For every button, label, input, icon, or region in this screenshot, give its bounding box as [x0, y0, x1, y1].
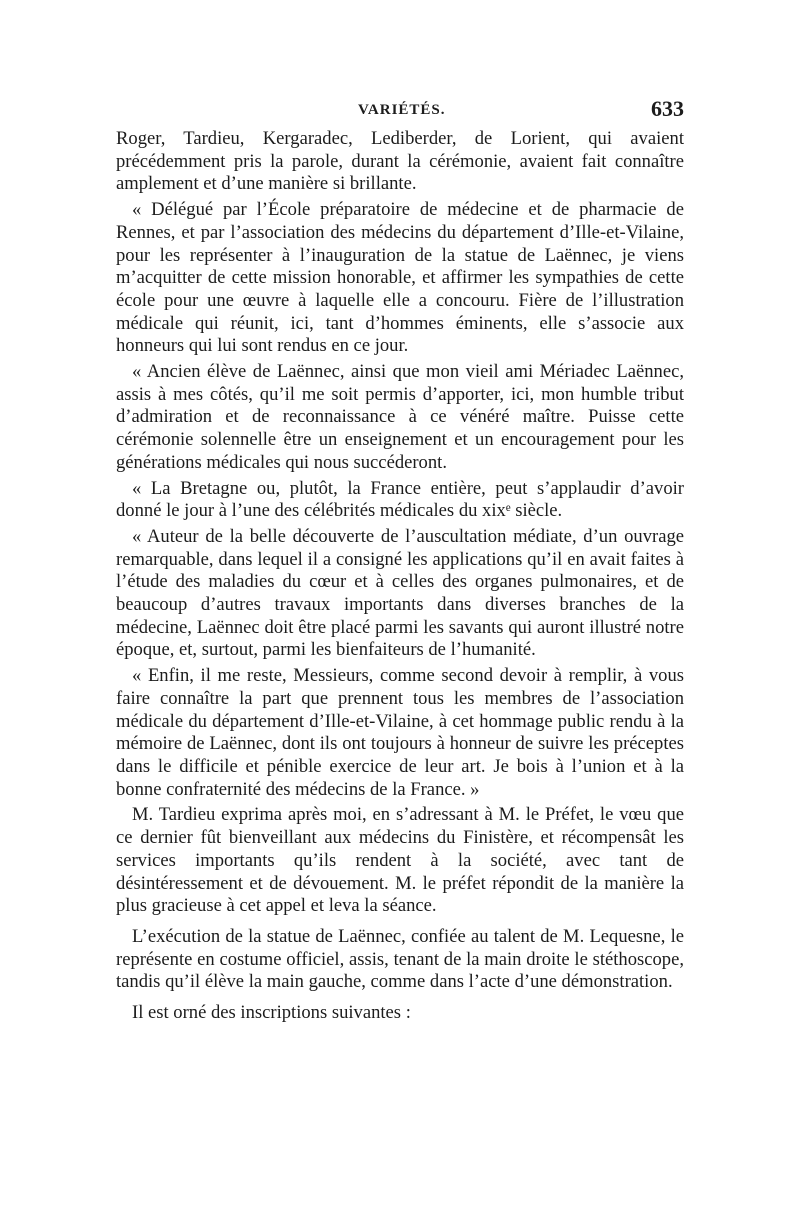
running-head: VARIÉTÉS.: [358, 102, 446, 118]
paragraph-speech-former-student: « Ancien élève de Laënnec, ainsi que mon vieil ami Mériadec Laënnec, assis à mes côtés, qu’il me soit permis d’apporter, ici, mon humble tribut d’admiration et de reconnaissance à ce vénéré maître. Puisse cette cérémonie solennelle être un enseignement et un encouragement pour les générations médicales qui nous succéderont.: [116, 361, 684, 473]
paragraph-speech-auscultation: « Auteur de la belle découverte de l’auscultation médiate, d’un ouvrage remarquable, dans lequel il a consigné les applications qu’il en avait faites à l’étude des maladies du cœur et à celles des organes pulmonaires, et de beaucoup d’autres travaux importants dans diverses branches de la médecine, Laënnec doit être placé parmi les savants qui auront illustré notre époque, et, surtout, parmi les bienfaiteurs de l’humanité.: [116, 525, 684, 661]
page-header: [116, 96, 684, 126]
body-text: [116, 128, 684, 1028]
paragraph-inscriptions: Il est orné des inscriptions suivantes :: [132, 1002, 411, 1024]
paragraph-continuation: Roger, Tardieu, Kergaradec, Lediberder, de Lorient, qui avaient précédemment pris la parole, durant la cérémonie, avaient fait connaître amplement et d’une manière si brillante.: [116, 128, 684, 195]
paragraph-speech-bretagne: « La Bretagne ou, plutôt, la France entière, peut s’applaudir d’avoir donné le jour à l’une des célébrités médicales du xixᵉ siècle.: [116, 477, 684, 522]
paragraph-tardieu: M. Tardieu exprima après moi, en s’adressant à M. le Préfet, le vœu que ce dernier fût bienveillant aux médecins du Finistère, et récompensât les services importants qu’ils rendent à la société, avec tant de désintéressement et de dévouement. M. le préfet répondit de la manière la plus gracieuse à cet appel et leva la séance.: [116, 804, 684, 917]
paragraph-speech-conclusion: « Enfin, il me reste, Messieurs, comme second devoir à remplir, à vous faire connaître la part que prennent tous les membres de l’association médicale du département d’Ille-et-Vilaine, à cet hommage public rendu à la mémoire de Laënnec, dont ils ont toujours à honneur de suivre les préceptes dans le difficile et pénible exercice de leur art. Je bois à l’union et à la bonne confraternité des médecins de la France. »: [116, 665, 684, 800]
page-number: 633: [651, 96, 684, 121]
paragraph-speech-delegation: « Délégué par l’École préparatoire de médecine et de pharmacie de Rennes, et par l’association des médecins du département d’Ille-et-Vilaine, pour les représenter à l’inauguration de la statue de Laënnec, je viens m’acquitter de cette mission honorable, et affirmer les sympathies de cette école pour une œuvre à laquelle elle a concouru. Fière de l’illustration médicale qui réunit, ici, tant d’hommes éminents, elle s’associe aux honneurs qui lui sont rendus en ce jour.: [116, 199, 684, 357]
paragraph-statue: L’exécution de la statue de Laënnec, confiée au talent de M. Lequesne, le représente en costume officiel, assis, tenant de la main droite le stéthoscope, tandis qu’il élève la main gauche, comme dans l’acte d’une démonstration.: [116, 925, 684, 993]
